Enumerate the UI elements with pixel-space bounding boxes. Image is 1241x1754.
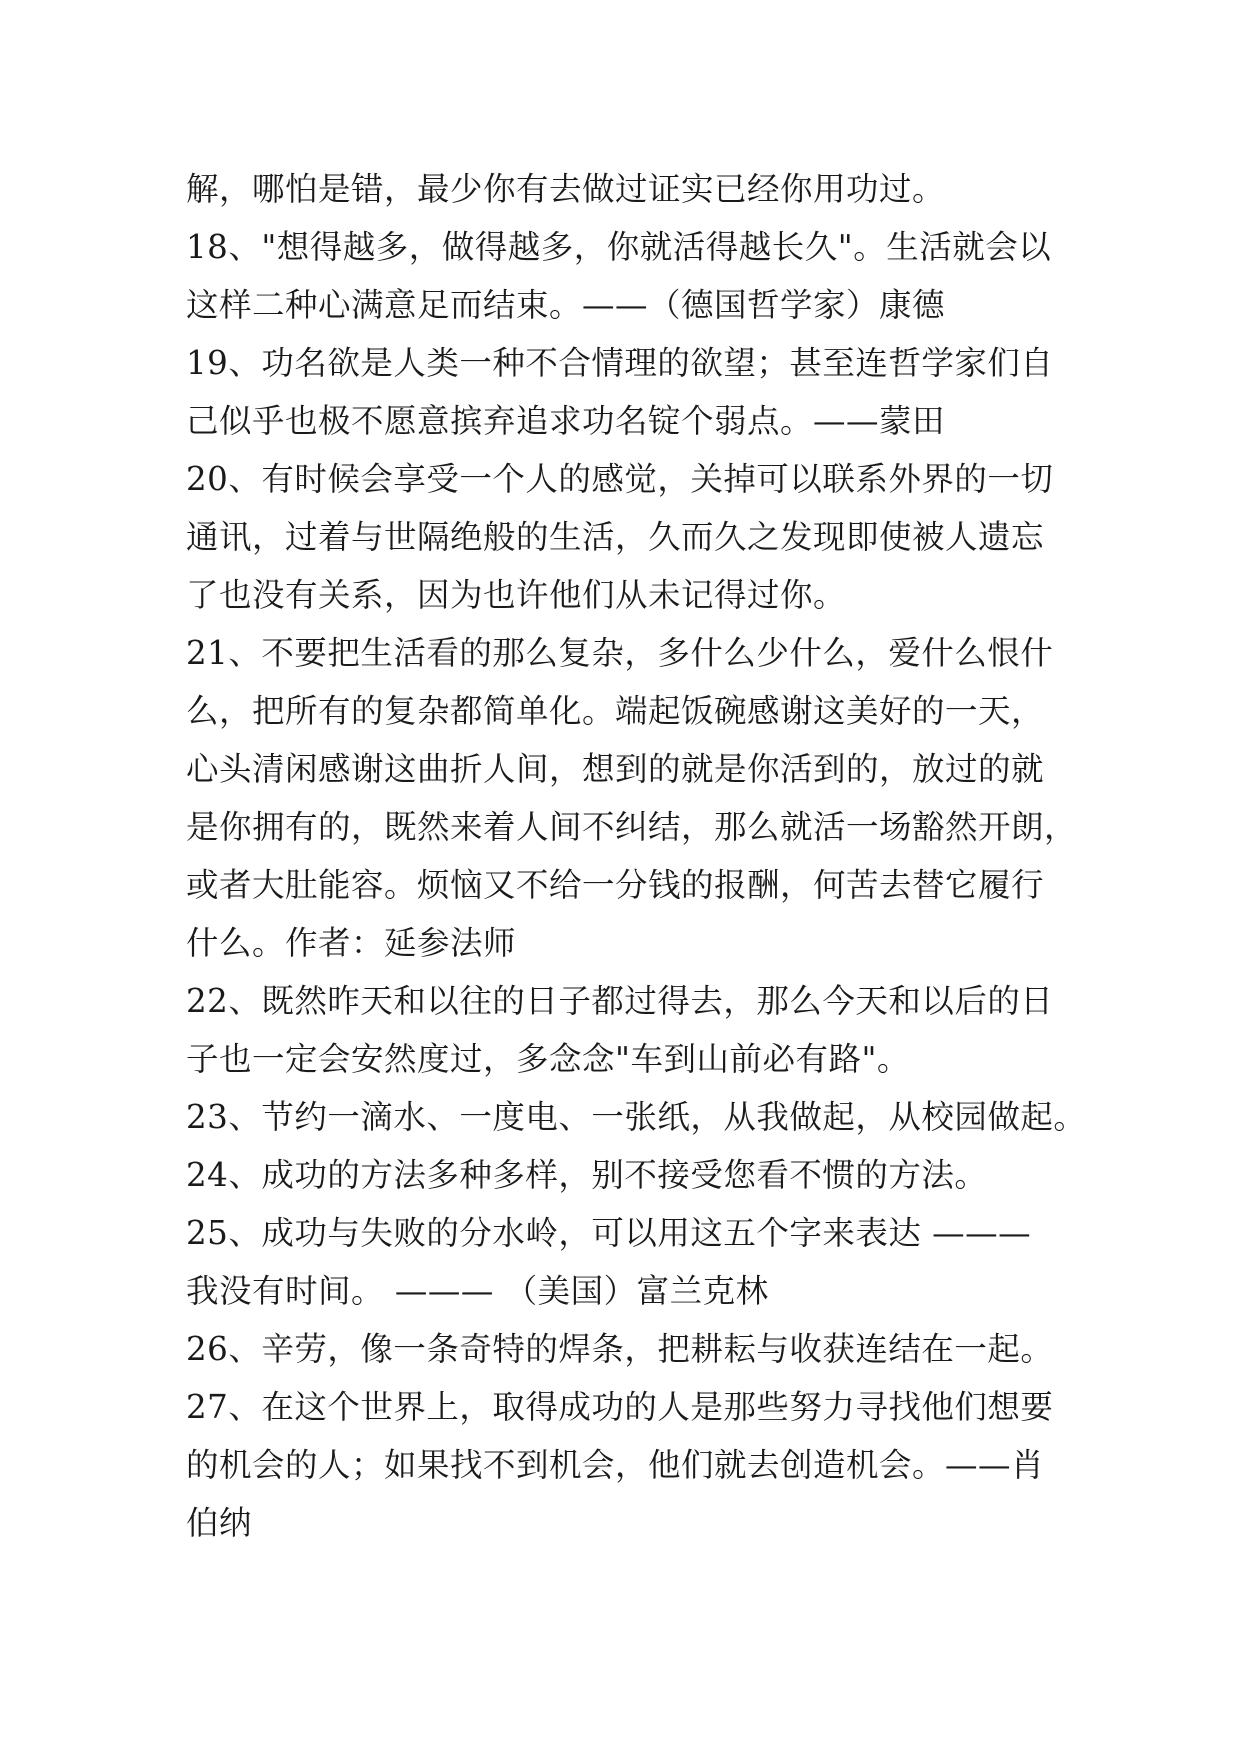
text-line: 22、既然昨天和以往的日子都过得去，那么今天和以后的日 bbox=[186, 982, 1054, 1020]
text-line: 或者大肚能容。烦恼又不给一分钱的报酬，何苦去替它履行 bbox=[186, 866, 1045, 904]
text-line: 20、有时候会享受一个人的感觉，关掉可以联系外界的一切 bbox=[186, 460, 1054, 498]
text-line: 了也没有关系，因为也许他们从未记得过你。 bbox=[186, 576, 847, 614]
document-body bbox=[186, 160, 1087, 1552]
text-line: 27、在这个世界上，取得成功的人是那些努力寻找他们想要 bbox=[186, 1388, 1054, 1426]
text-line: 心头清闲感谢这曲折人间，想到的就是你活到的，放过的就 bbox=[186, 750, 1045, 788]
text-line: 通讯，过着与世隔绝般的生活，久而久之发现即使被人遗忘 bbox=[186, 518, 1045, 556]
text-line: 么，把所有的复杂都简单化。端起饭碗感谢这美好的一天， bbox=[186, 692, 1045, 730]
text-line: 23、节约一滴水、一度电、一张纸，从我做起，从校园做起。 bbox=[186, 1098, 1087, 1136]
text-line: 18、"想得越多，做得越多，你就活得越长久"。生活就会以 bbox=[186, 228, 1052, 266]
text-line: 21、不要把生活看的那么复杂，多什么少什么，爱什么恨什 bbox=[186, 634, 1054, 672]
text-line: 解，哪怕是错，最少你有去做过证实已经你用功过。 bbox=[186, 170, 946, 208]
text-line: 是你拥有的，既然来着人间不纠结，那么就活一场豁然开朗， bbox=[186, 808, 1078, 846]
text-line: 己似乎也极不愿意摈弃追求功名锭个弱点。——蒙田 bbox=[186, 402, 946, 440]
text-line: 我没有时间。 ——— （美国）富兰克林 bbox=[186, 1272, 769, 1310]
text-line: 子也一定会安然度过，多念念"车到山前必有路"。 bbox=[186, 1040, 910, 1078]
text-line: 这样二种心满意足而结束。——（德国哲学家）康德 bbox=[186, 286, 946, 324]
text-line: 伯纳 bbox=[186, 1504, 253, 1542]
text-line: 26、辛劳，像一条奇特的焊条，把耕耘与收获连结在一起。 bbox=[186, 1330, 1054, 1368]
text-line: 25、成功与失败的分水岭，可以用这五个字来表达 ——— bbox=[186, 1214, 1032, 1252]
text-line: 什么。作者：延参法师 bbox=[186, 924, 517, 962]
text-line: 19、功名欲是人类一种不合情理的欲望；甚至连哲学家们自 bbox=[186, 344, 1054, 382]
text-line: 的机会的人；如果找不到机会，他们就去创造机会。——肖 bbox=[186, 1446, 1045, 1484]
text-line: 24、成功的方法多种多样，别不接受您看不惯的方法。 bbox=[186, 1156, 988, 1194]
